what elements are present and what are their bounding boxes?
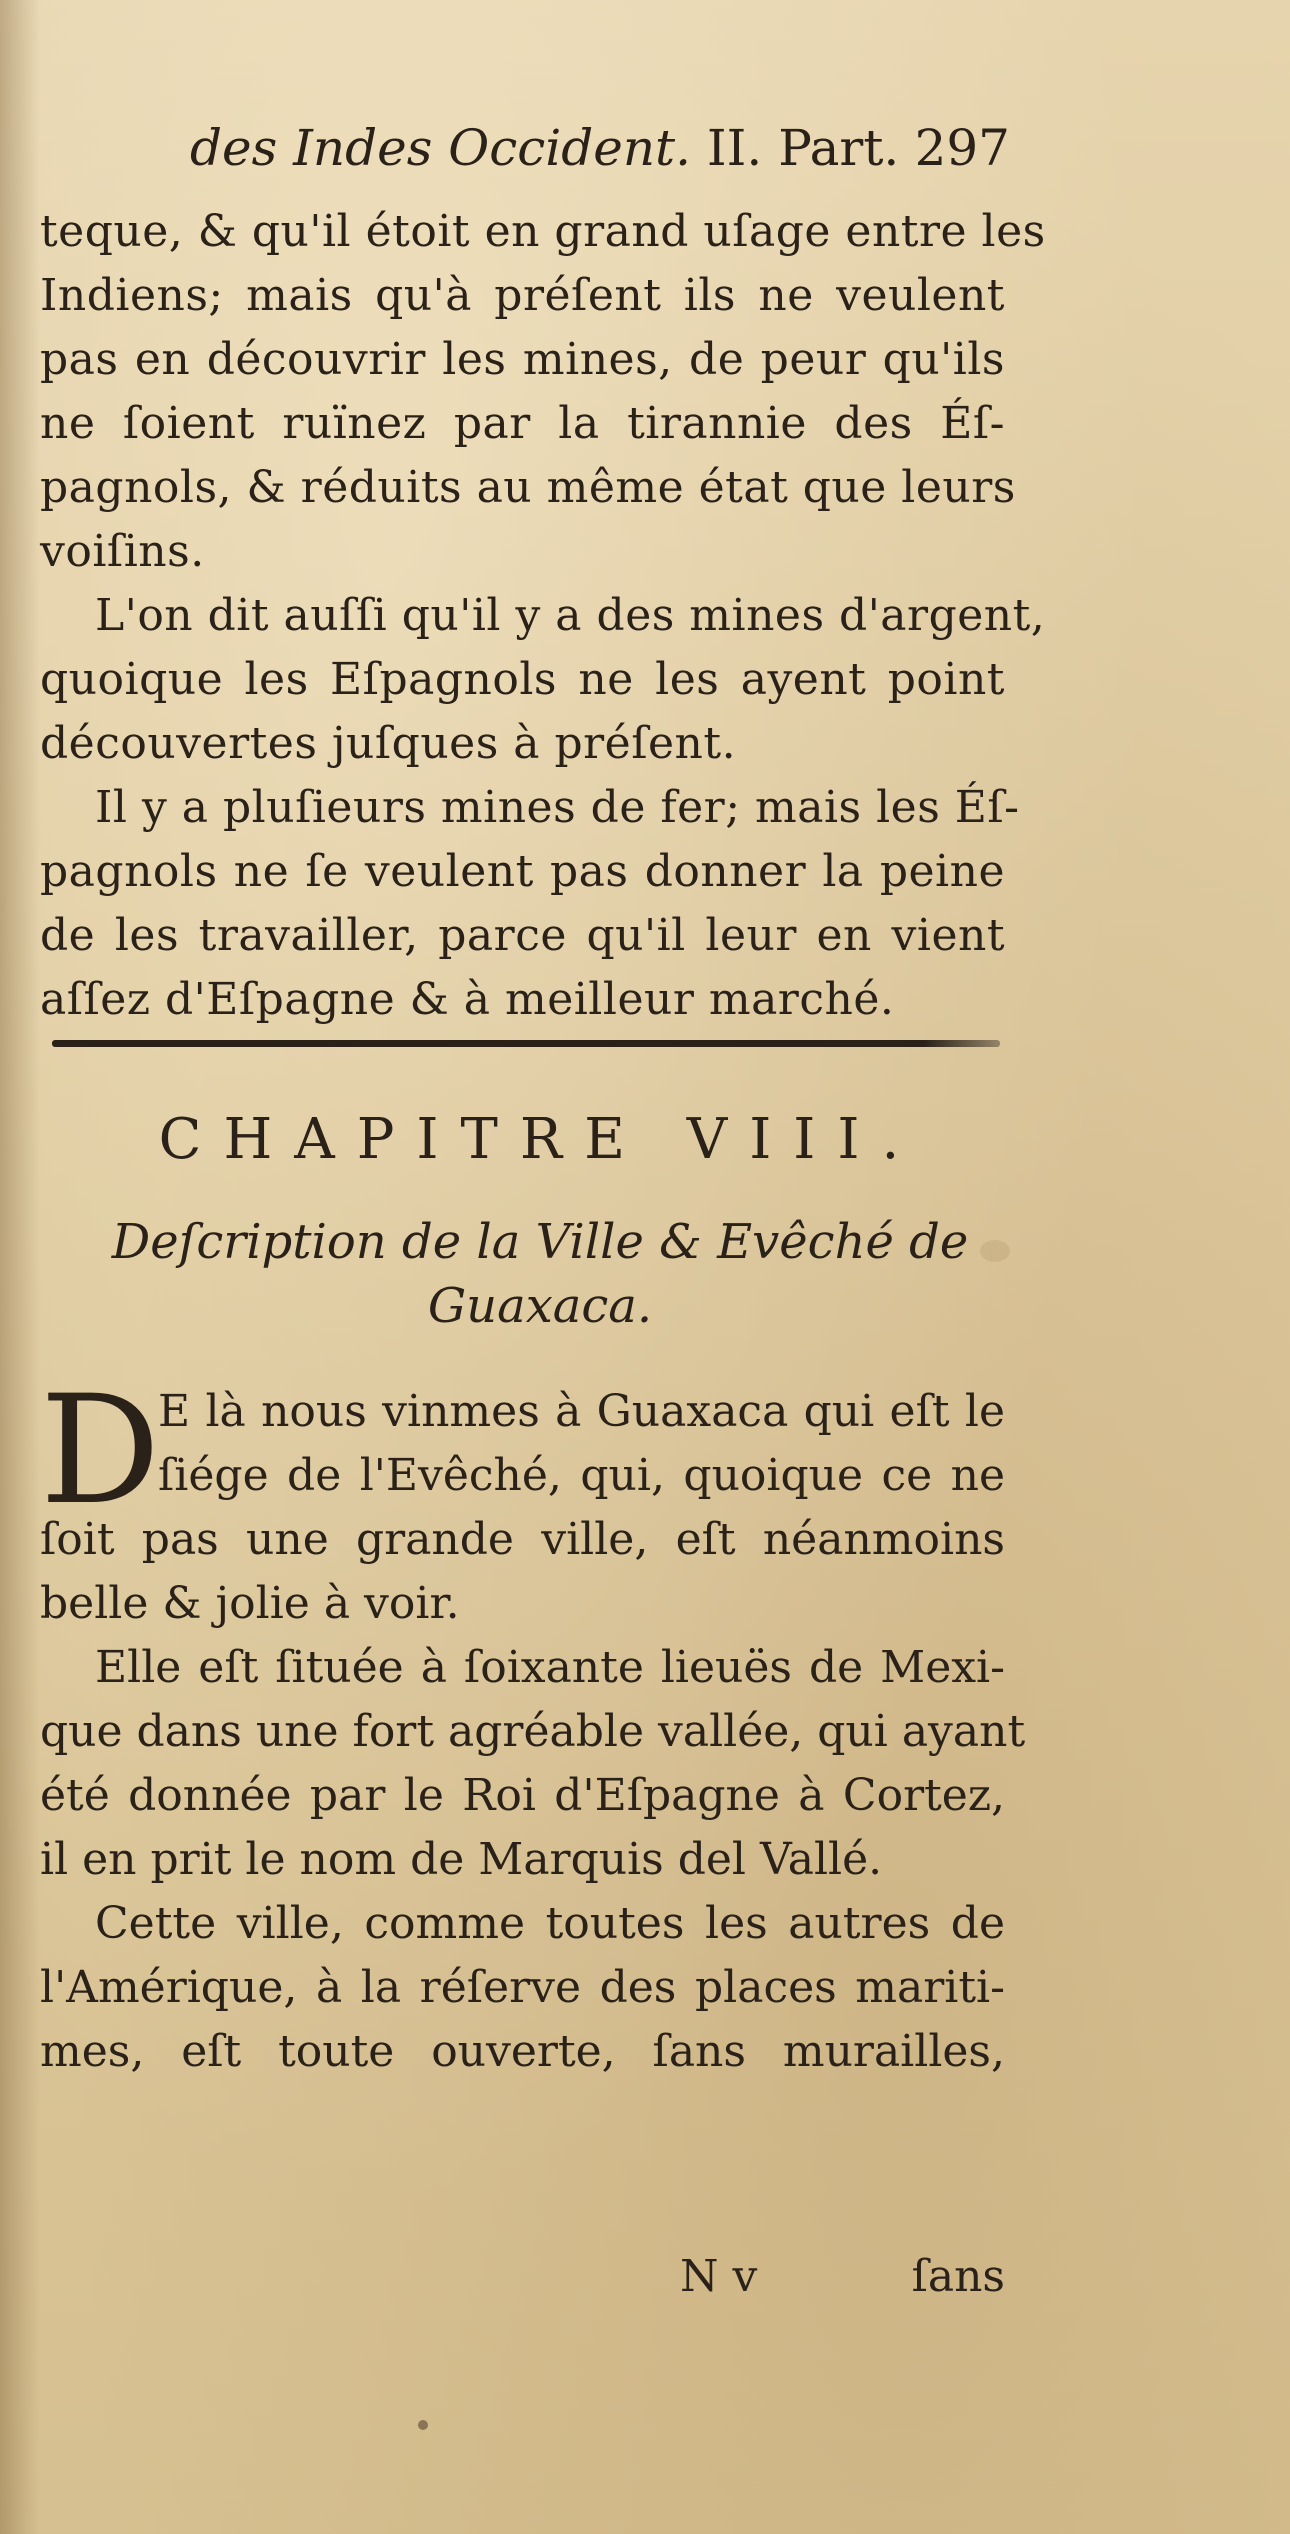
text-block-1 [40, 200, 1046, 1032]
text-line: Cette ville, comme toutes les autres de [95, 1898, 1005, 1949]
text-line: L'on dit auſſi qu'il y a des mines d'argent, [95, 590, 1046, 641]
text-line: quoique les Eſpagnols ne les ayent point [40, 654, 1005, 705]
chapter-subtitle-line: Guaxaca. [427, 1278, 653, 1334]
catchword: ſans [911, 2251, 1005, 2302]
drop-cap: D [40, 1364, 161, 1538]
text-line: ſiége de l'Evêché, qui, quoique ce ne [158, 1450, 1005, 1501]
text-line: mes, eſt toute ouverte, ſans murailles, [40, 2026, 1005, 2077]
page-number: 297 [914, 119, 1010, 177]
text-line: il en prit le nom de Marquis del Vallé. [40, 1834, 883, 1885]
text-line: pas en découvrir les mines, de peur qu'ils [40, 334, 1005, 385]
running-head-part: II. Part. [691, 119, 900, 177]
chapter-subtitle-line: Deſcription de la Ville & Evêché de [111, 1214, 969, 1270]
text-line: que dans une fort agréable vallée, qui ayant [40, 1706, 1026, 1757]
text-block-2 [40, 1364, 1026, 2084]
text-line: de les travailler, parce qu'il leur en vient [40, 910, 1005, 961]
text-line: pagnols, & réduits au même état que leurs [40, 462, 1016, 513]
text-line: Il y a pluſieurs mines de fer; mais les Éſ- [95, 782, 1020, 833]
signature-mark: N v [680, 2251, 758, 2302]
ink-speck [418, 2420, 428, 2430]
text-line: pagnols ne ſe veulent pas donner la peine [40, 846, 1005, 897]
text-line: Elle eſt ſituée à ſoixante lieuës de Mexi- [95, 1642, 1005, 1693]
chapter-subtitle [60, 1210, 1020, 1338]
text-line: E là nous vinmes à Guaxaca qui eſt le [158, 1386, 1005, 1437]
text-line: l'Amérique, à la réſerve des places mariti- [40, 1962, 1005, 2013]
text-line: aſſez d'Eſpagne & à meilleur marché. [40, 974, 895, 1025]
text-line: ne ſoient ruïnez par la tirannie des Éſ- [40, 398, 1005, 449]
text-line: été donnée par le Roi d'Eſpagne à Cortez, [40, 1770, 1005, 1821]
chapter-divider-rule [52, 1040, 1000, 1047]
gutter-shadow [0, 0, 40, 2534]
text-line: voiſins. [40, 526, 205, 577]
page-footer [40, 2245, 1005, 2309]
text-line: belle & jolie à voir. [40, 1578, 460, 1629]
text-line: teque, & qu'il étoit en grand uſage entre les [40, 206, 1046, 257]
text-line: découvertes juſques à préſent. [40, 718, 737, 769]
text-line: ſoit pas une grande ville, eſt néanmoins [40, 1514, 1005, 1565]
running-head-title: des Indes Occident. [190, 119, 692, 177]
chapter-title: CHAPITRE VIII. [158, 1107, 922, 1172]
running-head [190, 118, 1010, 178]
text-line: Indiens; mais qu'à préſent ils ne veulent [40, 270, 1005, 321]
